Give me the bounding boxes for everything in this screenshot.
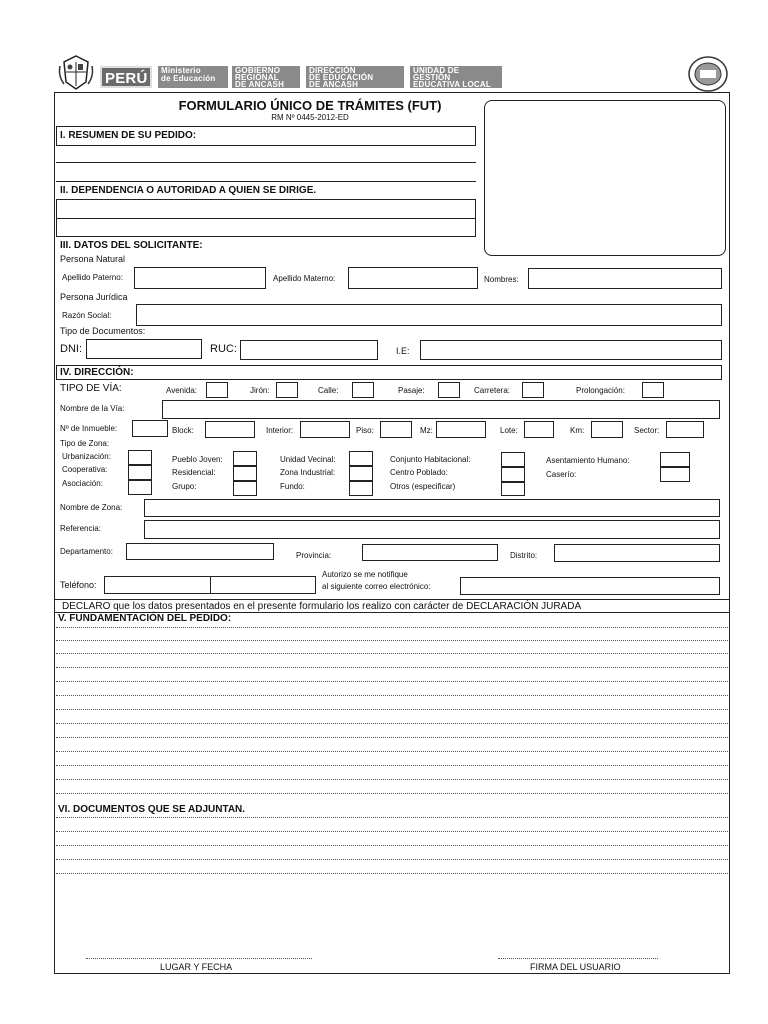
declaracion-text: DECLARO que los datos presentados en el presente formulario los realizo con carácter de DECLARACIÓN JURADA: [62, 601, 582, 612]
lote-field[interactable]: [524, 421, 554, 438]
apellido-paterno-field[interactable]: [134, 267, 266, 289]
fundo-checkbox[interactable]: [349, 481, 373, 496]
nombre-zona-field[interactable]: [144, 499, 720, 517]
nombres-field[interactable]: [528, 268, 722, 289]
email-field[interactable]: [460, 577, 720, 595]
lote-label: Lote:: [500, 426, 518, 435]
conjunto-habitacional-checkbox[interactable]: [501, 452, 525, 467]
ugel-line-1: UNIDAD DE GESTIÓN: [413, 66, 460, 82]
piso-field[interactable]: [380, 421, 412, 438]
writing-line: [56, 640, 728, 641]
provincia-field[interactable]: [362, 544, 498, 561]
mz-label: Mz:: [420, 426, 433, 435]
section-fundamentacion-title: V. FUNDAMENTACIÓN DEL PEDIDO:: [58, 613, 232, 624]
ugel-seal-icon: [686, 54, 730, 94]
tipo-zona-label: Tipo de Zona:: [60, 439, 110, 448]
autorizo-label-2: al siguiente correo electrónico:: [322, 582, 431, 591]
ministry-line-2: de Educación: [161, 74, 216, 83]
writing-line: [56, 765, 728, 766]
prolongacion-label: Prolongación:: [576, 386, 625, 395]
calle-label: Calle:: [318, 386, 339, 395]
lugar-fecha-label: LUGAR Y FECHA: [160, 962, 233, 972]
direccion-label: [306, 66, 404, 88]
telefono-label: Teléfono:: [60, 580, 97, 590]
cooperativa-checkbox[interactable]: [128, 465, 152, 480]
ugel-label: [410, 66, 502, 88]
avenida-label: Avenida:: [166, 386, 197, 395]
dependencia-field-1[interactable]: [56, 199, 476, 219]
calle-checkbox[interactable]: [352, 382, 374, 398]
grupo-label: Grupo:: [172, 482, 197, 491]
residencial-label: Residencial:: [172, 468, 216, 477]
centro-poblado-label: Centro Poblado:: [390, 468, 448, 477]
pasaje-checkbox[interactable]: [438, 382, 460, 398]
otros-checkbox[interactable]: [501, 482, 525, 496]
reception-stamp-box[interactable]: [484, 100, 726, 256]
block-label: Block:: [172, 426, 194, 435]
asociacion-label: Asociación:: [62, 479, 103, 488]
dni-label: DNI:: [60, 343, 82, 355]
prolongacion-checkbox[interactable]: [642, 382, 664, 398]
form-title: FORMULARIO ÚNICO DE TRÁMITES (FUT): [178, 98, 442, 113]
avenida-checkbox[interactable]: [206, 382, 228, 398]
residencial-checkbox[interactable]: [233, 466, 257, 481]
tipo-documentos-label: Tipo de Documentos:: [60, 326, 146, 336]
section-direccion-title: IV. DIRECCIÓN:: [60, 367, 134, 378]
resumen-field-2[interactable]: [56, 163, 476, 182]
nombre-via-field[interactable]: [162, 400, 720, 419]
n-inmueble-label: Nº de Inmueble:: [60, 424, 118, 433]
writing-line: [56, 681, 728, 682]
referencia-field[interactable]: [144, 520, 720, 539]
pueblo-joven-label: Pueblo Joven:: [172, 455, 223, 464]
direccion-header-box: [56, 365, 722, 380]
section-dependencia-title: II. DEPENDENCIA O AUTORIDAD A QUIEN SE DIRIGE.: [60, 185, 317, 196]
pueblo-joven-checkbox[interactable]: [233, 451, 257, 466]
writing-line: [56, 873, 728, 874]
firma-label: FIRMA DEL USUARIO: [530, 962, 621, 972]
distrito-label: Distrito:: [510, 551, 538, 560]
urbanizacion-label: Urbanización:: [62, 452, 111, 461]
declaracion-top-rule: [54, 599, 730, 600]
carretera-checkbox[interactable]: [522, 382, 544, 398]
km-field[interactable]: [591, 421, 623, 438]
asentamiento-humano-label: Asentamiento Humano:: [546, 456, 630, 465]
tipo-via-label: TIPO DE VÍA:: [60, 383, 122, 394]
peru-label: PERÚ: [100, 66, 152, 88]
writing-line: [56, 859, 728, 860]
grupo-checkbox[interactable]: [233, 481, 257, 496]
autorizo-label-1: Autorizo se me notifique: [322, 570, 408, 579]
conjunto-habitacional-label: Conjunto Habitacional:: [390, 455, 471, 464]
direccion-line-2: DE EDUCACIÓN: [309, 73, 374, 82]
writing-line: [56, 695, 728, 696]
section-resumen-title: I. RESUMEN DE SU PEDIDO:: [60, 130, 197, 141]
form-subtitle: RM Nº 0445-2012-ED: [271, 113, 349, 122]
carretera-label: Carretera:: [474, 386, 511, 395]
jiron-checkbox[interactable]: [276, 382, 298, 398]
provincia-label: Provincia:: [296, 551, 332, 560]
telefono-divider: [210, 576, 211, 594]
asentamiento-humano-checkbox[interactable]: [660, 452, 690, 467]
jiron-label: Jirón:: [250, 386, 270, 395]
zona-industrial-label: Zona Industrial:: [280, 468, 336, 477]
ie-label: I.E:: [396, 346, 410, 356]
writing-line: [56, 793, 728, 794]
gobierno-line-1: GOBIERNO: [235, 66, 281, 75]
nombre-zona-label: Nombre de Zona:: [60, 503, 123, 512]
persona-juridica-label: Persona Jurídica: [60, 292, 128, 302]
unidad-vecinal-label: Unidad Vecinal:: [280, 455, 336, 464]
writing-line: [56, 737, 728, 738]
n-inmueble-field[interactable]: [132, 420, 168, 437]
razon-social-field[interactable]: [136, 304, 722, 326]
ruc-label: RUC:: [210, 343, 237, 355]
departamento-field[interactable]: [126, 543, 274, 560]
writing-line: [56, 751, 728, 752]
nombre-via-label: Nombre de la Vía:: [60, 404, 125, 413]
sector-field[interactable]: [666, 421, 704, 438]
writing-line: [56, 653, 728, 654]
resumen-field-1[interactable]: [56, 145, 476, 163]
razon-social-label: Razón Social:: [62, 311, 112, 320]
writing-line: [56, 817, 728, 818]
dni-field[interactable]: [86, 339, 202, 359]
writing-line: [56, 723, 728, 724]
writing-line: [56, 709, 728, 710]
sector-label: Sector:: [634, 426, 660, 435]
block-field[interactable]: [205, 421, 255, 438]
pasaje-label: Pasaje:: [398, 386, 425, 395]
gobierno-line-3: DE ANCASH: [235, 80, 285, 89]
writing-line: [56, 845, 728, 846]
peru-coat-of-arms-icon: [56, 52, 96, 92]
direccion-line-1: DIRECCIÓN: [309, 66, 356, 75]
asociacion-checkbox[interactable]: [128, 480, 152, 495]
writing-line: [56, 627, 728, 628]
ugel-line-2: EDUCATIVA LOCAL: [413, 80, 491, 89]
caserio-label: Caserío:: [546, 470, 577, 479]
nombres-label: Nombres:: [484, 275, 519, 284]
otros-label: Otros (especificar): [390, 482, 456, 491]
apellido-paterno-label: Apellido Paterno:: [62, 273, 123, 282]
dependencia-field-2[interactable]: [56, 219, 476, 237]
cooperativa-label: Cooperativa:: [62, 465, 108, 474]
fundo-label: Fundo:: [280, 482, 305, 491]
km-label: Km:: [570, 426, 585, 435]
writing-line: [56, 667, 728, 668]
section-documentos-title: VI. DOCUMENTOS QUE SE ADJUNTAN.: [58, 804, 246, 815]
gobierno-line-2: REGIONAL: [235, 73, 279, 82]
firma-line[interactable]: [498, 958, 658, 959]
referencia-label: Referencia:: [60, 524, 101, 533]
departamento-label: Departamento:: [60, 547, 113, 556]
zona-industrial-checkbox[interactable]: [349, 466, 373, 481]
ministry-label: [158, 66, 228, 88]
persona-natural-label: Persona Natural: [60, 254, 126, 264]
mz-field[interactable]: [436, 421, 486, 438]
lugar-fecha-line[interactable]: [86, 958, 312, 959]
gobierno-label: [232, 66, 300, 88]
apellido-materno-label: Apellido Materno:: [273, 274, 336, 283]
interior-field[interactable]: [300, 421, 350, 438]
writing-line: [56, 779, 728, 780]
piso-label: Piso:: [356, 426, 374, 435]
distrito-field[interactable]: [554, 544, 720, 562]
urbanizacion-checkbox[interactable]: [128, 450, 152, 465]
ministry-line-1: Ministerio: [161, 66, 201, 75]
centro-poblado-checkbox[interactable]: [501, 467, 525, 482]
direccion-line-3: DE ANCASH: [309, 80, 359, 89]
unidad-vecinal-checkbox[interactable]: [349, 451, 373, 466]
section-solicitante-title: III. DATOS DEL SOLICITANTE:: [60, 240, 203, 251]
caserio-checkbox[interactable]: [660, 467, 690, 482]
ie-field[interactable]: [420, 340, 722, 360]
interior-label: Interior:: [266, 426, 294, 435]
apellido-materno-field[interactable]: [348, 267, 478, 289]
ruc-field[interactable]: [240, 340, 378, 360]
writing-line: [56, 831, 728, 832]
